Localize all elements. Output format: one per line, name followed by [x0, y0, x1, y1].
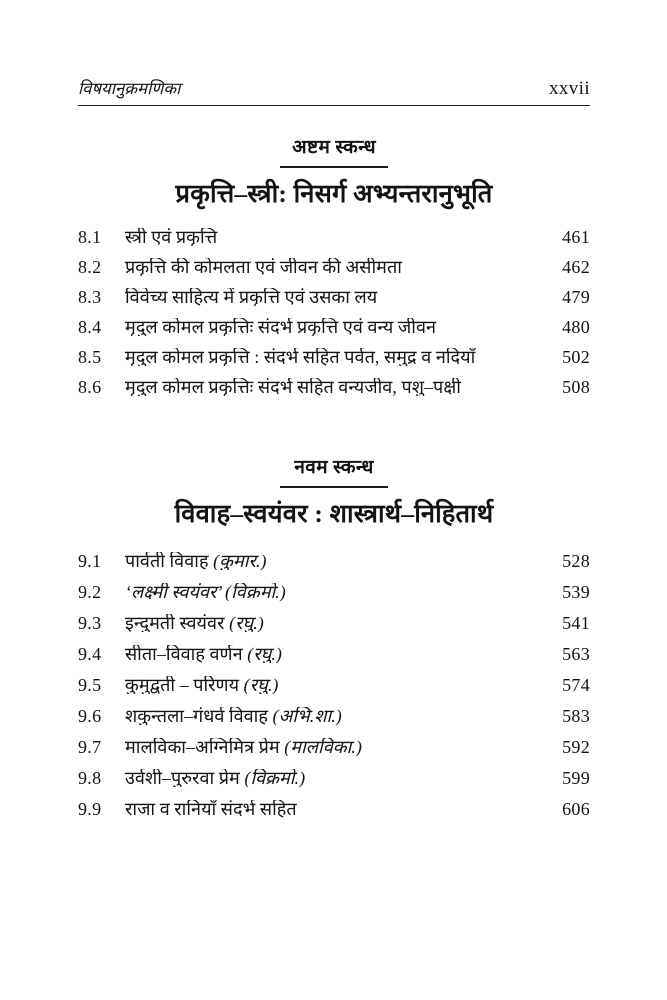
toc-entry-title: सीता–विवाह वर्णन (रघु.) — [125, 644, 282, 663]
toc-entry-title: कुमुद्वती – परिणय (रघु.) — [125, 675, 279, 694]
running-header-title: विषयानुक्रमणिका — [78, 79, 181, 98]
toc-row[interactable] — [78, 258, 590, 288]
toc-row[interactable] — [78, 707, 590, 738]
toc-row[interactable] — [78, 348, 590, 378]
toc-entry-page-number: 592 — [562, 736, 590, 757]
toc-entry-title: मृदुल कोमल प्रकृत्ति : संदर्भ सहित पर्वत, समुद्र व नदियाँ — [125, 347, 476, 366]
toc-entry-title: राजा व रानियाँ संदर्भ सहित — [125, 799, 297, 818]
skandh-divider-rule — [280, 166, 388, 168]
running-header — [78, 76, 590, 106]
toc-row[interactable] — [78, 288, 590, 318]
toc-entry-source-reference: (अभि.शा.) — [272, 706, 342, 725]
toc-entry-page-number: 480 — [562, 316, 590, 337]
skandh-label: अष्टम स्कन्ध — [292, 137, 376, 158]
toc-entry-page-number: 462 — [562, 256, 590, 277]
toc-entry-source-reference: ‘लक्ष्मी स्वयंवर’ (विक्रमो.) — [125, 582, 286, 601]
toc-entry-number: 8.1 — [78, 226, 102, 247]
toc-entry-number: 9.7 — [78, 736, 102, 757]
toc-row[interactable] — [78, 583, 590, 614]
toc-entry-number: 8.5 — [78, 346, 102, 367]
toc-entry-page-number: 563 — [562, 643, 590, 664]
toc-list — [78, 228, 590, 408]
section-ashtam-skandh — [78, 136, 590, 408]
toc-entry-source-reference: (रघु.) — [243, 675, 279, 694]
toc-entry-title: शकुन्तला–गंधर्व विवाह (अभि.शा.) — [125, 706, 342, 725]
toc-entry-page-number: 599 — [562, 767, 590, 788]
toc-row[interactable] — [78, 552, 590, 583]
toc-entry-source-reference: (विक्रमो.) — [244, 768, 306, 787]
skandh-divider-rule — [280, 486, 388, 488]
toc-entry-title: स्त्री एवं प्रकृत्ति — [125, 227, 218, 246]
toc-entry-title — [125, 583, 544, 601]
toc-entry-number: 8.3 — [78, 286, 102, 307]
toc-entry-number: 8.4 — [78, 316, 102, 337]
toc-entry-number: 9.3 — [78, 612, 102, 633]
toc-entry-number: 8.6 — [78, 376, 102, 397]
toc-entry-number: 9.5 — [78, 674, 102, 695]
section-navam-skandh — [78, 456, 590, 831]
toc-entry-page-number: 528 — [562, 550, 590, 571]
toc-entry-source-reference: (कुमार.) — [213, 551, 267, 570]
toc-row[interactable] — [78, 228, 590, 258]
toc-entry-page-number: 583 — [562, 705, 590, 726]
toc-entry-source-reference: (रघु.) — [247, 644, 282, 663]
toc-entry-source-reference: (मालविका.) — [284, 737, 362, 756]
toc-list — [78, 552, 590, 831]
toc-entry-page-number: 508 — [562, 376, 590, 397]
toc-entry-number: 9.6 — [78, 705, 102, 726]
toc-entry-page-number: 479 — [562, 286, 590, 307]
toc-entry-source-reference: (रघु.) — [229, 613, 264, 632]
toc-entry-number: 9.4 — [78, 643, 102, 664]
toc-row[interactable] — [78, 645, 590, 676]
section-title: प्रकृत्ति–स्त्री: निसर्ग अभ्यन्तरानुभूति — [175, 178, 493, 208]
toc-entry-page-number: 461 — [562, 226, 590, 247]
toc-row[interactable] — [78, 614, 590, 645]
toc-entry-page-number: 502 — [562, 346, 590, 367]
toc-entry-title: प्रकृत्ति की कोमलता एवं जीवन की असीमता — [125, 257, 402, 276]
running-header-folio: xxvii — [548, 78, 590, 99]
toc-entry-title: उर्वशी–पुरुरवा प्रेम (विक्रमो.) — [125, 768, 306, 787]
section-title: विवाह–स्वयंवर : शास्त्रार्थ–निहितार्थ — [174, 498, 494, 528]
toc-entry-page-number: 574 — [562, 674, 590, 695]
toc-entry-title: इन्दुमती स्वयंवर (रघु.) — [125, 613, 264, 632]
toc-entry-number: 9.9 — [78, 798, 102, 819]
toc-entry-title: विवेच्य साहित्य में प्रकृत्ति एवं उसका लय — [125, 287, 378, 306]
toc-entry-page-number: 541 — [562, 612, 590, 633]
toc-entry-number: 8.2 — [78, 256, 102, 277]
toc-row[interactable] — [78, 769, 590, 800]
toc-row[interactable] — [78, 378, 590, 408]
toc-row[interactable] — [78, 800, 590, 831]
toc-entry-title: मृदुल कोमल प्रकृत्तिः संदर्भ प्रकृत्ति एवं वन्य जीवन — [125, 317, 437, 336]
toc-row[interactable] — [78, 676, 590, 707]
toc-entry-number: 9.2 — [78, 581, 102, 602]
toc-row[interactable] — [78, 318, 590, 348]
toc-entry-title: पार्वती विवाह (कुमार.) — [125, 551, 267, 570]
skandh-label: नवम स्कन्ध — [294, 457, 374, 478]
toc-entry-title: मृदुल कोमल प्रकृत्तिः संदर्भ सहित वन्यजीव, पशु–पक्षी — [125, 377, 461, 396]
toc-row[interactable] — [78, 738, 590, 769]
toc-entry-page-number: 539 — [562, 581, 590, 602]
toc-entry-number: 9.8 — [78, 767, 102, 788]
toc-entry-title: मालविका–अग्निमित्र प्रेम (मालविका.) — [125, 737, 362, 756]
toc-entry-page-number: 606 — [562, 798, 590, 819]
toc-entry-number: 9.1 — [78, 550, 102, 571]
